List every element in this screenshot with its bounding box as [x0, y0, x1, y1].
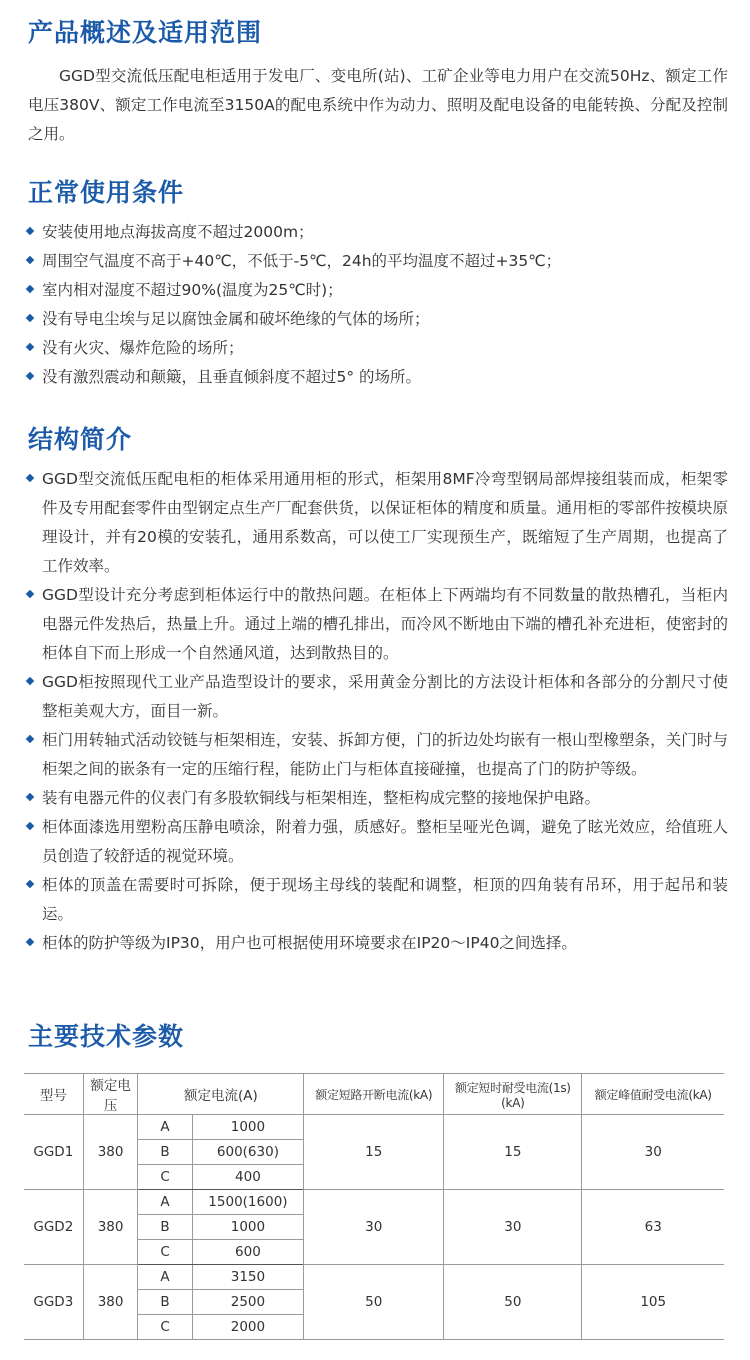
breaking-cell: 50 [304, 1265, 444, 1340]
bullet-diamond-icon [26, 677, 34, 685]
list-item-text: 没有激烈震动和颠簸，且垂直倾斜度不超过5° 的场所。 [42, 368, 422, 386]
current-cell: 2500 [192, 1290, 304, 1315]
bullet-diamond-icon [26, 793, 34, 801]
short-time-cell: 15 [444, 1115, 582, 1190]
bullet-diamond-icon [26, 822, 34, 830]
list-item [28, 218, 728, 247]
current-cell: 600 [192, 1240, 304, 1265]
table-row [24, 1190, 724, 1215]
grade-cell: C [138, 1315, 192, 1340]
model-cell: GGD1 [24, 1115, 83, 1190]
bullet-diamond-icon [26, 372, 34, 380]
peak-cell: 63 [582, 1190, 724, 1265]
grade-cell: A [138, 1190, 192, 1215]
list-item-text: 安装使用地点海拔高度不超过2000m； [42, 223, 314, 241]
table-row [24, 1115, 724, 1140]
bullet-diamond-icon [26, 343, 34, 351]
list-item [28, 929, 728, 958]
current-cell: 600(630) [192, 1140, 304, 1165]
list-item-text: 周围空气温度不高于+40℃，不低于-5℃，24h的平均温度不超过+35℃； [42, 252, 562, 270]
header-voltage: 额定电压 [83, 1074, 138, 1115]
table-row [24, 1265, 724, 1290]
bullet-diamond-icon [26, 590, 34, 598]
params-section [28, 1020, 728, 1054]
list-item [28, 465, 728, 581]
conditions-section [28, 176, 728, 392]
list-item-text: 室内相对湿度不超过90%(温度为25℃时)； [42, 281, 343, 299]
list-item-text: GGD型交流低压配电柜的柜体采用通用柜的形式，柜架用8MF冷弯型钢局部焊接组装而成，柜架零件及专用配套零件由型钢定点生产厂配套供货，以保证柜体的精度和质量。通用柜的零部件按模块原理设计，并有20模的安装孔，通用系数高，可以使工厂实现预生产，既缩短了生产周期，也提高了工作效率。 [42, 470, 728, 575]
grade-cell: B [138, 1140, 192, 1165]
list-item-text: GGD柜按照现代工业产品造型设计的要求，采用黄金分割比的方法设计柜体和各部分的分割尺寸使整柜美观大方，面目一新。 [42, 673, 728, 720]
list-item [28, 581, 728, 668]
current-cell: 1000 [192, 1215, 304, 1240]
grade-cell: A [138, 1115, 192, 1140]
header-short-time: 额定短时耐受电流(1s)(kA) [444, 1074, 582, 1115]
model-cell: GGD3 [24, 1265, 83, 1340]
peak-cell: 30 [582, 1115, 724, 1190]
bullet-diamond-icon [26, 938, 34, 946]
current-cell: 400 [192, 1165, 304, 1190]
current-cell: 3150 [192, 1265, 304, 1290]
list-item [28, 726, 728, 784]
peak-cell: 105 [582, 1265, 724, 1340]
list-item-text: 柜体的顶盖在需要时可拆除，便于现场主母线的装配和调整，柜顶的四角装有吊环，用于起吊和装运。 [42, 876, 728, 923]
grade-cell: B [138, 1215, 192, 1240]
list-item-text: GGD型设计充分考虑到柜体运行中的散热问题。在柜体上下两端均有不同数量的散热槽孔，当柜内电器元件发热后，热量上升。通过上端的槽孔排出，而冷风不断地由下端的槽孔补充进柜，使密封的柜体自下而上形成一个自然通风道，达到散热目的。 [42, 586, 728, 662]
spec-header-row [24, 1074, 724, 1115]
list-item-text: 装有电器元件的仪表门有多股软铜线与柜架相连，整柜构成完整的接地保护电路。 [42, 789, 601, 807]
bullet-diamond-icon [26, 314, 34, 322]
list-item [28, 305, 728, 334]
list-item-text: 没有导电尘埃与足以腐蚀金属和破坏绝缘的气体的场所； [42, 310, 430, 328]
grade-cell: A [138, 1265, 192, 1290]
structure-list [28, 465, 728, 958]
bullet-diamond-icon [26, 227, 34, 235]
conditions-title: 正常使用条件 [28, 178, 185, 207]
current-cell: 1000 [192, 1115, 304, 1140]
bullet-diamond-icon [26, 735, 34, 743]
bullet-diamond-icon [26, 880, 34, 888]
list-item [28, 247, 728, 276]
breaking-cell: 30 [304, 1190, 444, 1265]
list-item [28, 871, 728, 929]
current-cell: 2000 [192, 1315, 304, 1340]
current-cell: 1500(1600) [192, 1190, 304, 1215]
short-time-cell: 30 [444, 1190, 582, 1265]
list-item [28, 668, 728, 726]
bullet-diamond-icon [26, 285, 34, 293]
short-time-cell: 50 [444, 1265, 582, 1340]
header-peak: 额定峰值耐受电流(kA) [582, 1074, 724, 1115]
list-item [28, 363, 728, 392]
grade-cell: C [138, 1240, 192, 1265]
conditions-list [28, 218, 728, 392]
model-cell: GGD2 [24, 1190, 83, 1265]
list-item-text: 没有火灾、爆炸危险的场所； [42, 339, 244, 357]
structure-title: 结构简介 [28, 425, 133, 454]
header-model: 型号 [24, 1074, 83, 1115]
list-item [28, 813, 728, 871]
params-title: 主要技术参数 [28, 1022, 185, 1051]
overview-section [28, 16, 728, 149]
breaking-cell: 15 [304, 1115, 444, 1190]
list-item-text: 柜门用转轴式活动铰链与柜架相连，安装、拆卸方便，门的折边处均嵌有一根山型橡塑条，关门时与柜架之间的嵌条有一定的压缩行程，能防止门与柜体直接碰撞，也提高了门的防护等级。 [42, 731, 728, 778]
list-item [28, 334, 728, 363]
voltage-cell: 380 [83, 1115, 138, 1190]
list-item-text: 柜体面漆选用塑粉高压静电喷涂，附着力强，质感好。整柜呈哑光色调，避免了眩光效应，给值班人员创造了较舒适的视觉环境。 [42, 818, 728, 865]
voltage-cell: 380 [83, 1190, 138, 1265]
bullet-diamond-icon [26, 256, 34, 264]
grade-cell: B [138, 1290, 192, 1315]
list-item [28, 784, 728, 813]
list-item [28, 276, 728, 305]
header-breaking: 额定短路开断电流(kA) [304, 1074, 444, 1115]
header-current: 额定电流(A) [138, 1074, 304, 1115]
structure-section [28, 423, 728, 958]
overview-title: 产品概述及适用范围 [28, 18, 263, 47]
spec-table [24, 1073, 724, 1340]
list-item-text: 柜体的防护等级为IP30，用户也可根据使用环境要求在IP20～IP40之间选择。 [42, 934, 577, 952]
voltage-cell: 380 [83, 1265, 138, 1340]
bullet-diamond-icon [26, 474, 34, 482]
grade-cell: C [138, 1165, 192, 1190]
overview-body: GGD型交流低压配电柜适用于发电厂、变电所(站)、工矿企业等电力用户在交流50Hz、额定工作电压380V、额定工作电流至3150A的配电系统中作为动力、照明及配电设备的电能转换、分配及控制之用。 [28, 67, 728, 143]
